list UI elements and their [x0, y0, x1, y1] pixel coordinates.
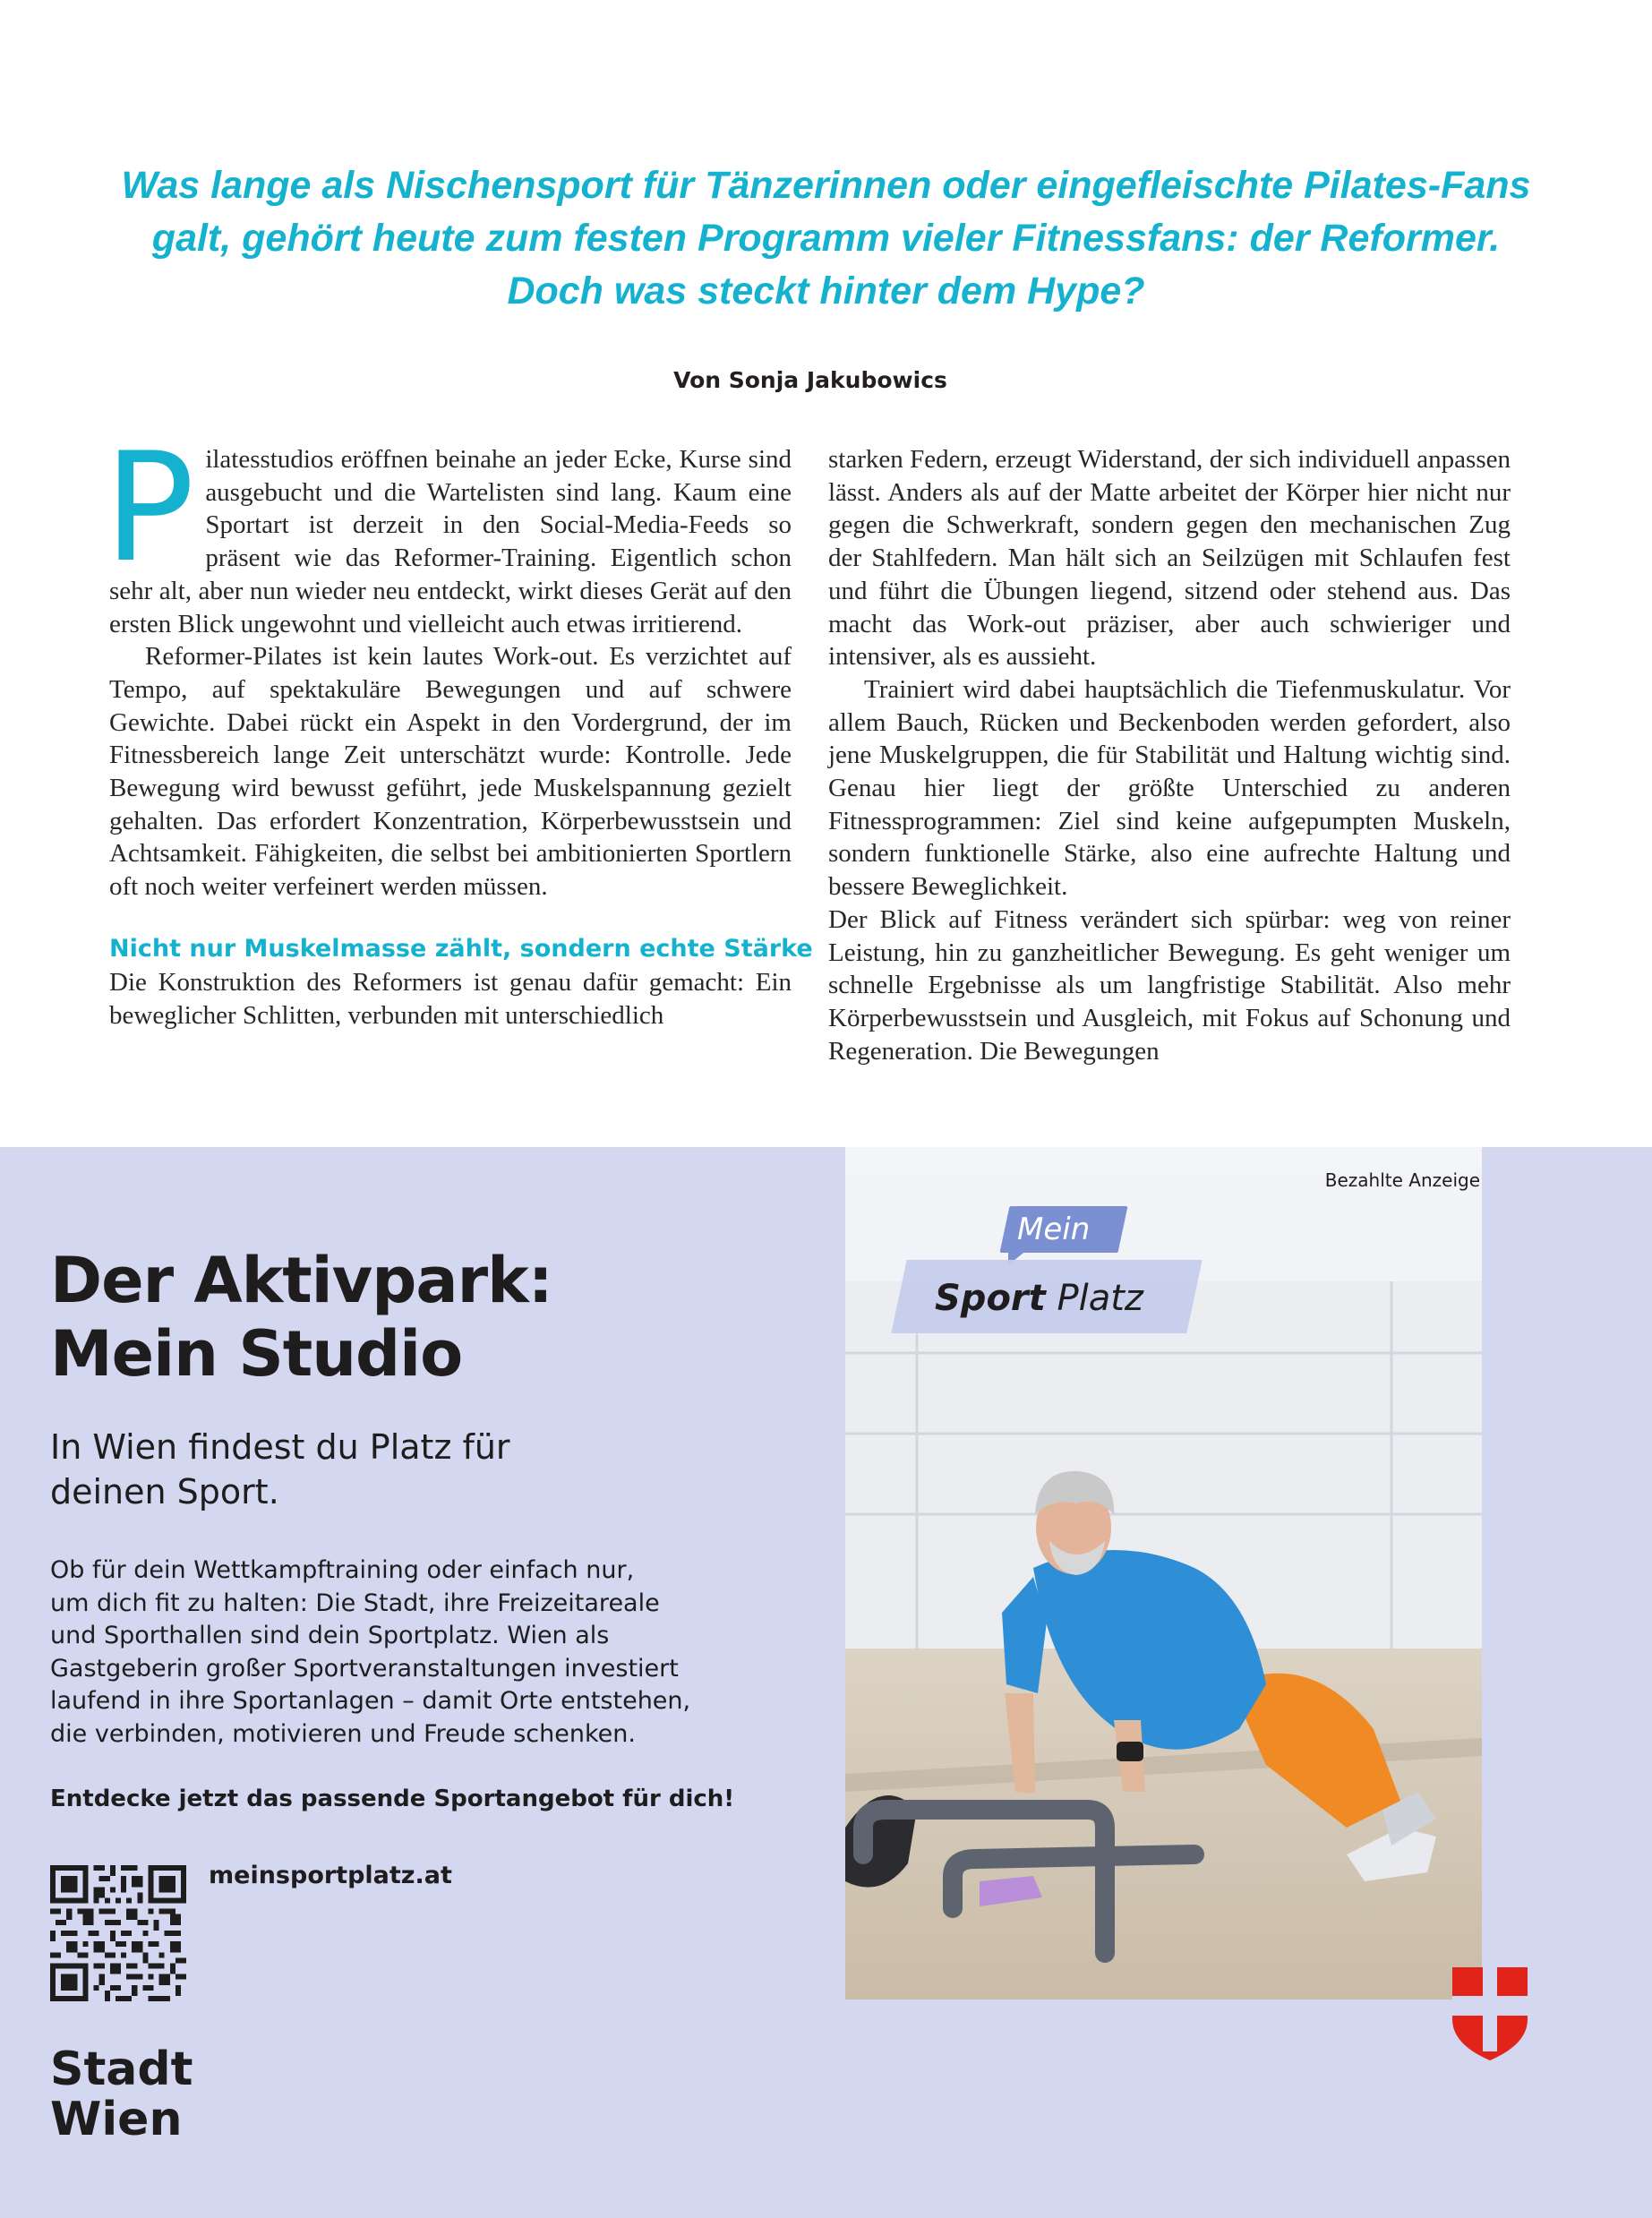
paragraph-text: ilatesstudios eröffnen beinahe an jeder Ecke, Kurse sind ausgebucht und die Wartelisten sind lang. Kaum eine Sportart ist derzeit in den Social-Media-Feeds so präsent wie das Reformer-Training. Eigentlich schon sehr alt, aber nun wieder neu entdeckt, wirkt dieses Gerät auf den ersten Blick ungewohnt und vielleicht auch etwas irritierend.: [109, 445, 792, 638]
logo-mein-text: Mein: [1017, 1212, 1091, 1247]
ad-photo: [845, 1147, 1482, 2000]
paragraph: starken Federn, erzeugt Widerstand, der sich individuell anpassen lässt. Anders als auf der Matte arbeitet der Körper hier nicht nur gegen die Schwerkraft, sondern gegen den mechanischen Zug der Stahlfedern. Man hält sich an Seilzügen mit Schlaufen fest und führt die Übungen liegend, sitzend oder stehend aus. Das macht das Work-out präziser, aber auch schwieriger und intensiver, als es aussieht.: [828, 445, 1511, 672]
article-column-left: [104, 420, 813, 1032]
ad-title-line: Der Aktivpark:: [50, 1244, 552, 1317]
ad-body-line: Gastgeberin großer Sportveranstaltungen investiert: [50, 1654, 679, 1683]
ad-subtitle: [50, 1425, 510, 1514]
ad-subtitle-line: deinen Sport.: [50, 1472, 279, 1511]
paragraph: [104, 420, 792, 640]
logo-sport-platz-text: [935, 1278, 1143, 1319]
article-column-right: [828, 443, 1511, 1067]
ad-body-line: die verbinden, motivieren und Freude schenken.: [50, 1719, 636, 1748]
paid-ad-label: Bezahlte Anzeige: [1324, 1169, 1480, 1191]
ad-body: [50, 1554, 731, 1751]
lead-line: Doch was steckt hinter dem Hype?: [507, 270, 1145, 313]
byline: Von Sonja Jakubowics: [673, 367, 947, 393]
ad-body-line: Ob für dein Wettkampftraining oder einfach nur,: [50, 1556, 635, 1584]
ad-title-line: Mein Studio: [50, 1317, 463, 1391]
paragraph: Der Blick auf Fitness verändert sich spürbar: weg von reiner Leistung, hin zu ganzheitlicher Bewegung. Es geht weniger um schnelle Ergebnisse als um langfristige Stabilität. Also mehr Körperbewusstsein und Ausgleich, mit Fokus auf Schonung und Regeneration. Die Bewegungen: [828, 904, 1511, 1066]
logo-sport-word: Sport: [935, 1278, 1046, 1319]
lead-line: Was lange als Nischensport für Tänzerinnen oder eingefleischte Pilates-Fans: [121, 164, 1531, 207]
ad-body-line: um dich fit zu halten: Die Stadt, ihre Freizeitareale: [50, 1589, 660, 1617]
section-subhead: Nicht nur Muskelmasse zählt, sondern echte Stärke: [109, 934, 813, 963]
ad-subtitle-line: In Wien findest du Platz für: [50, 1427, 510, 1467]
stadt-wien-logo-line: Wien: [50, 2093, 183, 2146]
advertisement: [0, 1147, 1652, 2218]
stadt-wien-logo: [50, 2044, 193, 2145]
paragraph: Die Konstruktion des Reformers ist genau dafür gemacht: Ein beweglicher Schlitten, verbunden mit unterschiedlich: [109, 967, 792, 1030]
drop-cap: P: [104, 420, 195, 595]
stadt-wien-logo-line: Stadt: [50, 2042, 193, 2096]
ad-body-line: und Sporthallen sind dein Sportplatz. Wien als: [50, 1622, 610, 1649]
ad-body-line: laufend in ihre Sportanlagen – damit Orte entstehen,: [50, 1687, 691, 1715]
paragraph: Reformer-Pilates ist kein lautes Work-out. Es verzichtet auf Tempo, auf spektakuläre Bewegungen und auf schwere Gewichte. Dabei rückt ein Aspekt in den Vordergrund, der im Fitnessbereich lange Zeit unterschätzt wurde: Kontrolle. Jede Bewegung wird bewusst geführt, jede Muskelspannung gezielt gehalten. Das erfordert Konzentration, Körperbewusstsein und Achtsamkeit. Fähigkeiten, die selbst bei ambitionierten Sportlern oft noch weiter verfeinert werden müssen.: [109, 642, 792, 902]
vienna-coat-of-arms-icon: [1452, 1967, 1528, 2060]
mein-sport-platz-logo: [899, 1199, 1203, 1333]
ad-title: [50, 1244, 552, 1391]
ad-cta: Entdecke jetzt das passende Sportangebot für dich!: [50, 1786, 735, 1812]
logo-platz-word: Platz: [1057, 1278, 1143, 1319]
lead-line: galt, gehört heute zum festen Programm vieler Fitnessfans: der Reformer.: [151, 217, 1501, 260]
qr-code-icon[interactable]: [50, 1865, 186, 2001]
paragraph: Trainiert wird dabei hauptsächlich die Tiefenmuskulatur. Vor allem Bauch, Rücken und Beckenboden werden gefordert, also jene Muskelgruppen, die für Stabilität und Haltung wichtig sind. Genau hier liegt der größte Unterschied zu anderen Fitnessprogrammen: Ziel sind keine aufgepumpten Muskeln, sondern funktionelle Stärke, also eine aufrechte Haltung und bessere Beweglichkeit.: [828, 674, 1511, 902]
ad-url[interactable]: meinsportplatz.at: [209, 1862, 452, 1889]
lead-text: [81, 159, 1571, 318]
